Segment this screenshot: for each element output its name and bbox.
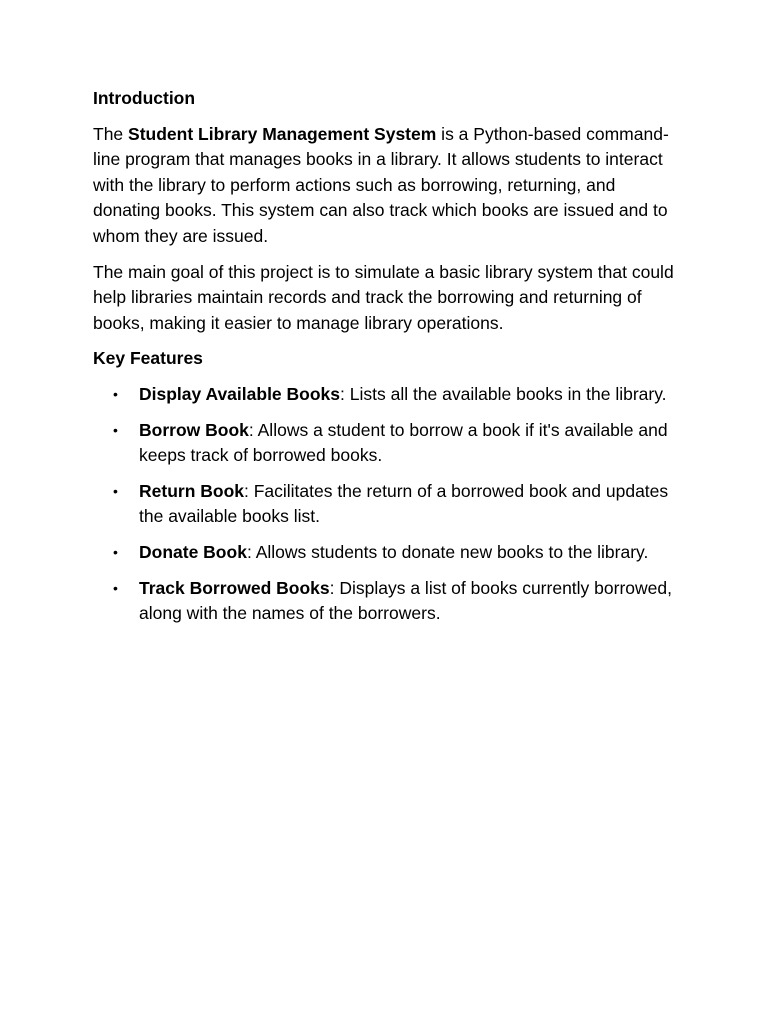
list-item bbox=[93, 576, 683, 627]
list-item bbox=[93, 479, 683, 530]
document-page bbox=[93, 86, 683, 637]
feature-list bbox=[93, 382, 683, 627]
intro-p1-system-name: Student Library Management System bbox=[128, 123, 437, 144]
feature-desc: : Displays a list of books currently borrowed, along with the names of the borrowers. bbox=[139, 577, 672, 624]
feature-name: Borrow Book bbox=[139, 419, 249, 440]
features-heading: Key Features bbox=[93, 348, 203, 369]
feature-name: Display Available Books bbox=[139, 383, 341, 404]
feature-desc: : Allows students to donate new books to the library. bbox=[246, 541, 649, 562]
bullet-icon: • bbox=[113, 482, 118, 499]
intro-heading: Introduction bbox=[93, 88, 196, 108]
bullet-icon: • bbox=[113, 421, 118, 438]
list-item bbox=[93, 540, 683, 566]
intro-paragraph-1 bbox=[93, 122, 683, 250]
bullet-icon: • bbox=[113, 385, 118, 402]
feature-desc: : Allows a student to borrow a book if it's available and keeps track of borrowed books. bbox=[139, 419, 668, 466]
list-item bbox=[93, 382, 683, 408]
bullet-icon: • bbox=[113, 579, 118, 596]
intro-p1-prefix: The bbox=[93, 123, 129, 144]
intro-paragraph-2: The main goal of this project is to simulate a basic library system that could help libraries maintain records and track the borrowing and returning of books, making it easier to manage library operations. bbox=[93, 261, 674, 333]
feature-name: Track Borrowed Books bbox=[139, 577, 330, 598]
list-item bbox=[93, 418, 683, 469]
feature-name: Donate Book bbox=[139, 541, 247, 562]
feature-desc: : Lists all the available books in the library. bbox=[340, 383, 667, 404]
feature-name: Return Book bbox=[139, 480, 244, 501]
feature-desc: : Facilitates the return of a borrowed book and updates the available books list. bbox=[139, 480, 669, 527]
intro-p1-rest: is a Python-based command-line program that manages books in a library. It allows students to interact with the library to perform actions such as borrowing, returning, and donating books. This system can also track which books are issued and to whom they are issued. bbox=[93, 123, 669, 246]
bullet-icon: • bbox=[113, 543, 118, 560]
